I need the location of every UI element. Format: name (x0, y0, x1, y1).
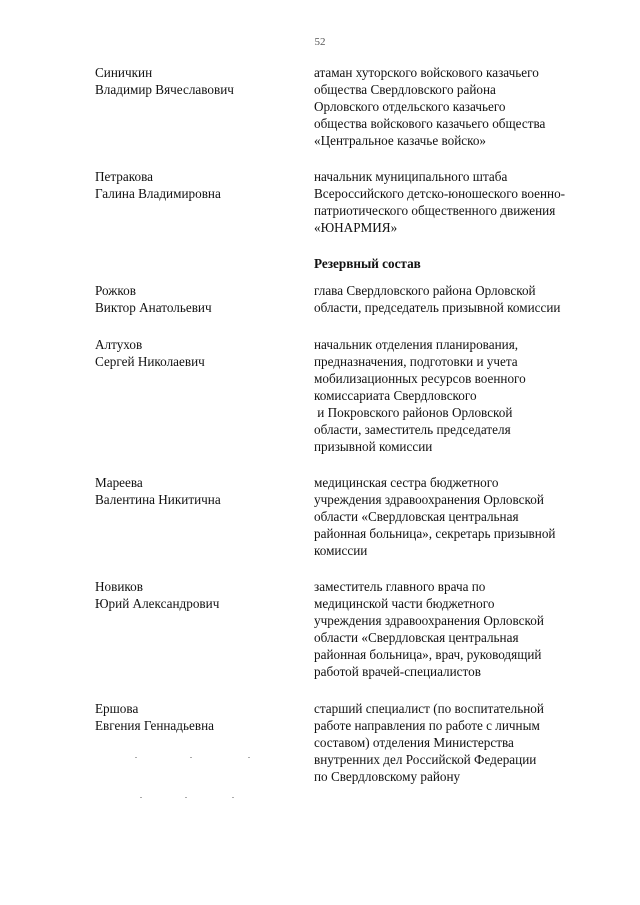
member-name (95, 474, 295, 508)
member-given-names: Виктор Анатольевич (95, 300, 212, 315)
role-line: комиссии (314, 543, 368, 558)
role-line: работе направления по работе с личным (314, 718, 540, 733)
role-line: предназначения, подготовки и учета (314, 354, 518, 369)
member-role (314, 336, 614, 455)
role-line: области «Свердловская центральная (314, 509, 519, 524)
member-given-names: Евгения Геннадьевна (95, 718, 215, 733)
member-name (95, 336, 295, 370)
role-line: внутренних дел Российской Федерации (314, 752, 537, 767)
member-given-names: Сергей Николаевич (95, 354, 205, 369)
member-name (95, 168, 295, 202)
role-line: работой врачей-специалистов (314, 664, 481, 679)
role-line: атаман хуторского войскового казачьего (314, 65, 539, 80)
role-line: призывной комиссии (314, 439, 433, 454)
member-name (95, 578, 295, 612)
member-given-names: Галина Владимировна (95, 186, 221, 201)
role-line: области, председатель призывной комиссии (314, 300, 561, 315)
role-line: учреждения здравоохранения Орловской (314, 613, 544, 628)
role-line: учреждения здравоохранения Орловской (314, 492, 544, 507)
role-line: заместитель главного врача по (314, 579, 486, 594)
member-given-names: Юрий Александрович (95, 596, 220, 611)
role-line: патриотического общественного движения (314, 203, 556, 218)
role-line: начальник муниципального штаба (314, 169, 508, 184)
role-line: медицинской части бюджетного (314, 596, 495, 611)
scan-speck (232, 797, 234, 798)
role-line: районная больница», секретарь призывной (314, 526, 556, 541)
member-given-names: Владимир Вячеславович (95, 82, 234, 97)
member-surname: Новиков (95, 579, 143, 594)
member-surname: Мареева (95, 475, 143, 490)
role-line: глава Свердловского района Орловской (314, 283, 536, 298)
member-surname: Рожков (95, 283, 136, 298)
role-line: общества войскового казачьего общества (314, 116, 546, 131)
role-line: области «Свердловская центральная (314, 630, 519, 645)
member-role (314, 168, 614, 236)
role-line: Орловского отдельского казачьего (314, 99, 506, 114)
member-role (314, 474, 614, 559)
member-surname: Синичкин (95, 65, 153, 80)
page-number: 52 (314, 36, 326, 48)
member-role (314, 282, 614, 316)
member-given-names: Валентина Никитична (95, 492, 221, 507)
role-line: Всероссийского детско-юношеского военно- (314, 186, 566, 201)
scan-speck (190, 757, 192, 758)
member-name (95, 700, 295, 734)
role-line: старший специалист (по воспитательной (314, 701, 544, 716)
role-line: составом) отделения Министерства (314, 735, 514, 750)
role-line: мобилизационных ресурсов военного (314, 371, 526, 386)
scan-speck (185, 797, 187, 798)
scan-speck (135, 757, 137, 758)
scan-speck (248, 757, 250, 758)
member-surname: Петракова (95, 169, 153, 184)
role-line: начальник отделения планирования, (314, 337, 519, 352)
role-line: районная больница», врач, руководящий (314, 647, 542, 662)
member-role (314, 578, 614, 680)
role-line: и Покровского районов Орловской (314, 405, 513, 420)
member-surname: Алтухов (95, 337, 143, 352)
role-line: «ЮНАРМИЯ» (314, 220, 398, 235)
role-line: комиссариата Свердловского (314, 388, 477, 403)
member-role (314, 64, 614, 149)
role-line: области, заместитель председателя (314, 422, 511, 437)
role-line: «Центральное казачье войско» (314, 133, 487, 148)
reserve-section-heading: Резервный состав (314, 256, 421, 271)
member-name (95, 64, 295, 98)
member-role (314, 700, 614, 785)
member-name (95, 282, 295, 316)
role-line: по Свердловскому району (314, 769, 461, 784)
role-line: общества Свердловского района (314, 82, 496, 97)
role-line: медицинская сестра бюджетного (314, 475, 499, 490)
member-surname: Ершова (95, 701, 139, 716)
scan-speck (140, 797, 142, 798)
